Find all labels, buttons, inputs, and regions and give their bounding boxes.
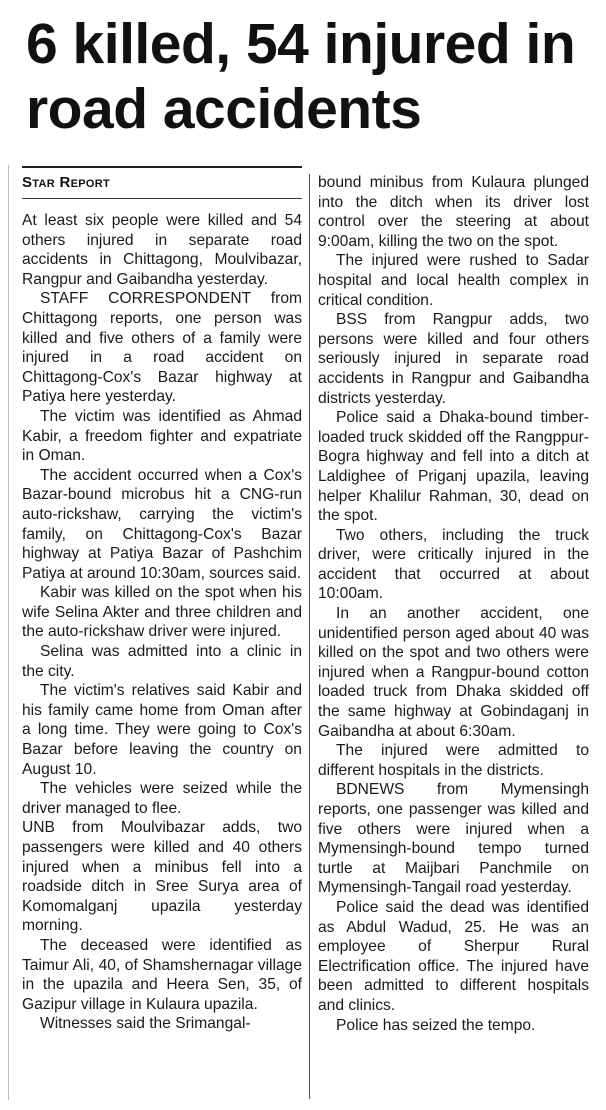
headline-rule	[22, 166, 302, 168]
paragraph: The accident occurred when a Cox's Bazar-bound microbus hit a CNG-run auto-rickshaw, carrying the victim's family, on Chittagong-Cox's Bazar highway at Patiya Bazar of Pashchim Patiya at around 10:30am, sources said.	[22, 466, 302, 582]
paragraph: Selina was admitted into a clinic in the city.	[22, 643, 302, 680]
paragraph: The vehicles were seized while the driver managed to flee.	[22, 780, 302, 817]
paragraph: The deceased were identified as Taimur Ali, 40, of Shamshernagar village in the upazila and Heera Sen, 35, of Gazipur village in Kulaura upazila.	[22, 936, 302, 1013]
paragraph: The victim's relatives said Kabir and his family came home from Oman after a long time. They were going to Cox's Bazar before leaving the country on August 10.	[22, 682, 302, 778]
paragraph: The injured were admitted to different hospitals in the districts.	[318, 742, 589, 779]
paragraph: Police said a Dhaka-bound timber-loaded truck skidded off the Rangppur-Bogra highway and fell into a ditch at Laldighee of Priganj upazila, leaving helper Khalilur Rahman, 30, dead on the spot.	[318, 409, 589, 525]
paragraph: Police said the dead was identified as Abdul Wadud, 25. He was an employee of Sherpur Rural Electrification office. The injured have been admitted to different hospitals and clinics.	[318, 898, 589, 1014]
column-divider	[309, 174, 310, 1099]
paragraph: Kabir was killed on the spot when his wife Selina Akter and three children and the auto-rickshaw driver were injured.	[22, 584, 302, 641]
paragraph: At least six people were killed and 54 others injured in separate road accidents in Chittagong, Moulvibazar, Rangpur and Gaibandha yesterday.	[22, 212, 302, 288]
byline-rule	[22, 198, 302, 199]
paragraph: BDNEWS from Mymensingh reports, one passenger was killed and five others were injured when a Mymensingh-bound tempo turned turtle at Maijbari Panchmile on Mymensingh-Tangail road yesterday.	[318, 781, 589, 897]
paragraph: bound minibus from Kulaura plunged into the ditch when its driver lost control over the steering at about 9:00am, killing the two on the spot.	[318, 174, 589, 250]
headline: 6 killed, 54 injured in road accidents	[26, 12, 576, 141]
paragraph: UNB from Moulvibazar adds, two passengers were killed and 40 others injured when a minibus fell into a roadside ditch in Sree Surya area of Komomalganj upazila yesterday morning.	[22, 819, 302, 935]
article-column-2	[318, 173, 589, 1035]
page-edge-line	[8, 165, 9, 1100]
article-column-1	[22, 211, 302, 1034]
paragraph: Police has seized the tempo.	[336, 1016, 536, 1034]
paragraph: Two others, including the truck driver, were critically injured in the accident that occurred at about 10:00am.	[318, 526, 589, 603]
byline: Star Report	[22, 174, 110, 191]
paragraph: Witnesses said the Srimangal-	[40, 1015, 251, 1033]
paragraph: In an another accident, one unidentified person aged about 40 was killed on the spot and two others were injured when a Rangpur-bound cotton loaded truck from Dhaka skidded off the same highway at Gobindaganj in Gaibandha at about 6:30am.	[318, 605, 589, 740]
paragraph: STAFF CORRESPONDENT from Chittagong reports, one person was killed and five others of a family were injured in a road accident on Chittagong-Cox's Bazar highway at Patiya here yesterday.	[22, 290, 302, 406]
paragraph: The injured were rushed to Sadar hospital and local health complex in critical condition.	[318, 252, 589, 309]
paragraph: The victim was identified as Ahmad Kabir, a freedom fighter and expatriate in Oman.	[22, 407, 302, 465]
paragraph: BSS from Rangpur adds, two persons were killed and four others seriously injured in separate road accidents in Rangpur and Gaibandha districts yesterday.	[318, 311, 589, 407]
